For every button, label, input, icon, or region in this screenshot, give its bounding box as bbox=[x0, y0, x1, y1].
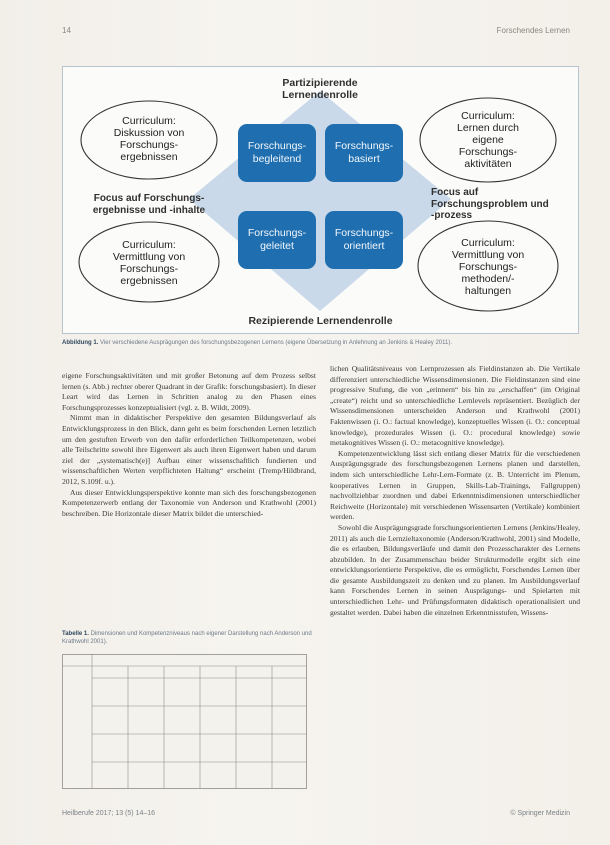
top-axis-label: Partizipierende Lernendenrolle bbox=[282, 77, 358, 102]
footer-publisher: © Springer Medizin bbox=[510, 810, 570, 817]
competence-matrix-table bbox=[62, 654, 307, 789]
quadrant-forschungsorientiert bbox=[325, 211, 403, 269]
text-column-right bbox=[330, 364, 580, 618]
quadrant-forschungsbasiert bbox=[325, 124, 403, 182]
table-caption bbox=[62, 630, 312, 646]
paragraph: Aus dieser Entwicklungsperspektive konnte man sich des forschungsbezogenen Kompetenzerwerb entlang der Taxonomie von Anderson und Krathwohl (2001) beschreiben. Die Horizontale dieser Matrix bildet die unterschied- bbox=[62, 487, 316, 518]
figure-1 bbox=[62, 66, 579, 334]
figure-caption-label: Abbildung 1. bbox=[62, 340, 99, 346]
paragraph: lichen Qualitätsniveaus von Lernprozessen als Fieldinstanzen ab. Die Vertikale differenziert unterschiedliche Wissensdimensionen. Die Fieldinstanzen sind eine progressive Stufung, die von „erinnern“ bis hin zu „erschaffen“ (im Original „create“) reicht und so unterschiedliche Lernlevels repräsentiert. Bezüglich der Wissensdimensionen unterscheiden Anderson und Krathwohl (2001) Faktenwissen (i. O.: factual knowledge), konzeptuelles Wissen (i. O.: conceptual knowledge), prozedurales Wissen (i. O.: procedural knowledge) sowie metakognitives Wissen (i. O.: metacognitive knowledge). bbox=[330, 364, 580, 448]
text-column-left bbox=[62, 371, 316, 519]
ellipse-top-left-text: Curriculum: Diskussion von Forschungs- ergebnissen bbox=[113, 115, 185, 164]
paragraph: Kompetenzentwicklung lässt sich entlang dieser Matrix für die verschiedenen Ausprägungsgrade des forschungsbezogenen Lernens planen und darstellen, indem sich unterschiedliche Lehr-Lern-Formate (z. B. Unterricht im Plenum, kooperatives Lernen in Gruppen, Skills-Lab-Trainings, Fallgruppen) nachvollziehbar zuordnen und dabei Erkenntnisdimensionen unterschiedlicher Reichweite (Horizontale) mit verschiedenen Wissensarten (Vertikale) kombiniert werden. bbox=[330, 448, 580, 522]
figure-caption-text: Vier verschiedene Ausprägungen des forschungsbezogenen Lernens (eigene Übersetzung in Anlehnung an Jenkins & Healey 2011). bbox=[100, 340, 453, 346]
quadrant-br-label: Forschungs- orientiert bbox=[334, 227, 394, 252]
right-axis-label: Focus auf Forschungsproblem und -prozess bbox=[431, 187, 549, 221]
quadrant-bl-label: Forschungs- geleitet bbox=[247, 227, 307, 252]
page-footer bbox=[62, 810, 570, 822]
quadrant-forschungsbegleitend bbox=[238, 124, 316, 182]
paragraph: eigene Forschungsaktivitäten und mit großer Betonung auf dem Prozess selbst lernen (s. Abb.) rechter oberer Quadrant in der Grafik: forschungsbasiert). In dieser Leart wird das Lernen in Schritten analog zu den Phasen eines Forschungsprozesses konzeptualisiert (vgl. z. B. Wildt, 2009). bbox=[62, 371, 316, 412]
figure-caption bbox=[62, 340, 577, 348]
table-caption-text: Dimensionen und Kompetenzniveaus nach eigener Darstellung nach Anderson und Krathwohl 2001). bbox=[62, 631, 312, 646]
ellipse-top-right-text: Curriculum: Lernen durch eigene Forschungs- aktivitäten bbox=[457, 110, 519, 171]
running-title: Forschendes Lernen bbox=[496, 26, 570, 35]
table-caption-label: Tabelle 1. bbox=[62, 631, 89, 637]
quadrant-forschungsgeleitet bbox=[238, 211, 316, 269]
quadrant-tr-label: Forschungs- basiert bbox=[334, 140, 394, 165]
footer-citation: Heilberufe 2017; 13 (5) 14–16 bbox=[62, 810, 156, 817]
page-header bbox=[62, 26, 570, 38]
bottom-axis-label: Rezipierende Lernendenrolle bbox=[248, 315, 393, 327]
paragraph: Sowohl die Ausprägungsgrade forschungsorientierten Lernens (Jenkins/Healey, 2011) als auch die Lernzieltaxonomie (Anderson/Krathwohl, 2001) sind Modelle, die es erlauben, Bildungsverläufe und damit den Prozesscharakter des Lernens abzubilden. In der Zusammenschau beider Strukturmodelle ergibt sich eine entwicklungsorientierte Perspektive, die es ermöglicht, Forschendes Lernen über die gesamte Ausbildungszeit zu denken und zu planen. Im Ausbildungsverlauf kann Forschendes Lernen in seinen Ausprägungs- und Spielarten mit unterschiedlichen Lehr- und Prüfungsformaten didaktisch operationalisiert und gestaltet werden. Dabei haben die einzelnen Erkenntnisstufen, Wissens- bbox=[330, 522, 580, 617]
ellipse-bottom-left-text: Curriculum: Vermittlung von Forschungs- ergebnissen bbox=[112, 239, 186, 288]
paragraph: Nimmt man in didaktischer Perspektive den gesamten Bildungsverlauf als Entwicklungsprozess in den Blick, dann geht es beim forschenden Lernen letztlich um den gestuften Erwerb von den dafür erforderlichen Teilkompetenzen, wobei alle Teilschritte sowohl ihre Eigenwert als auch ihren Eigenwert haben und darum ziel der „systematisch(e)] Aufbau einer wissenschaftlich fundierten und wissenschaftlichen Werten verpflichteten Haltung“ erscheint (Tremp/Hildbrand, 2012, S.109f. u.). bbox=[62, 413, 316, 486]
left-axis-label: Focus auf Forschungs- ergebnisse und -inhalte bbox=[92, 193, 206, 216]
page-number: 14 bbox=[62, 26, 71, 35]
ellipse-bottom-right-text: Curriculum: Vermittlung von Forschungs- methoden/- haltungen bbox=[451, 237, 525, 298]
quadrant-tl-label: Forschungs- begleitend bbox=[247, 140, 307, 165]
